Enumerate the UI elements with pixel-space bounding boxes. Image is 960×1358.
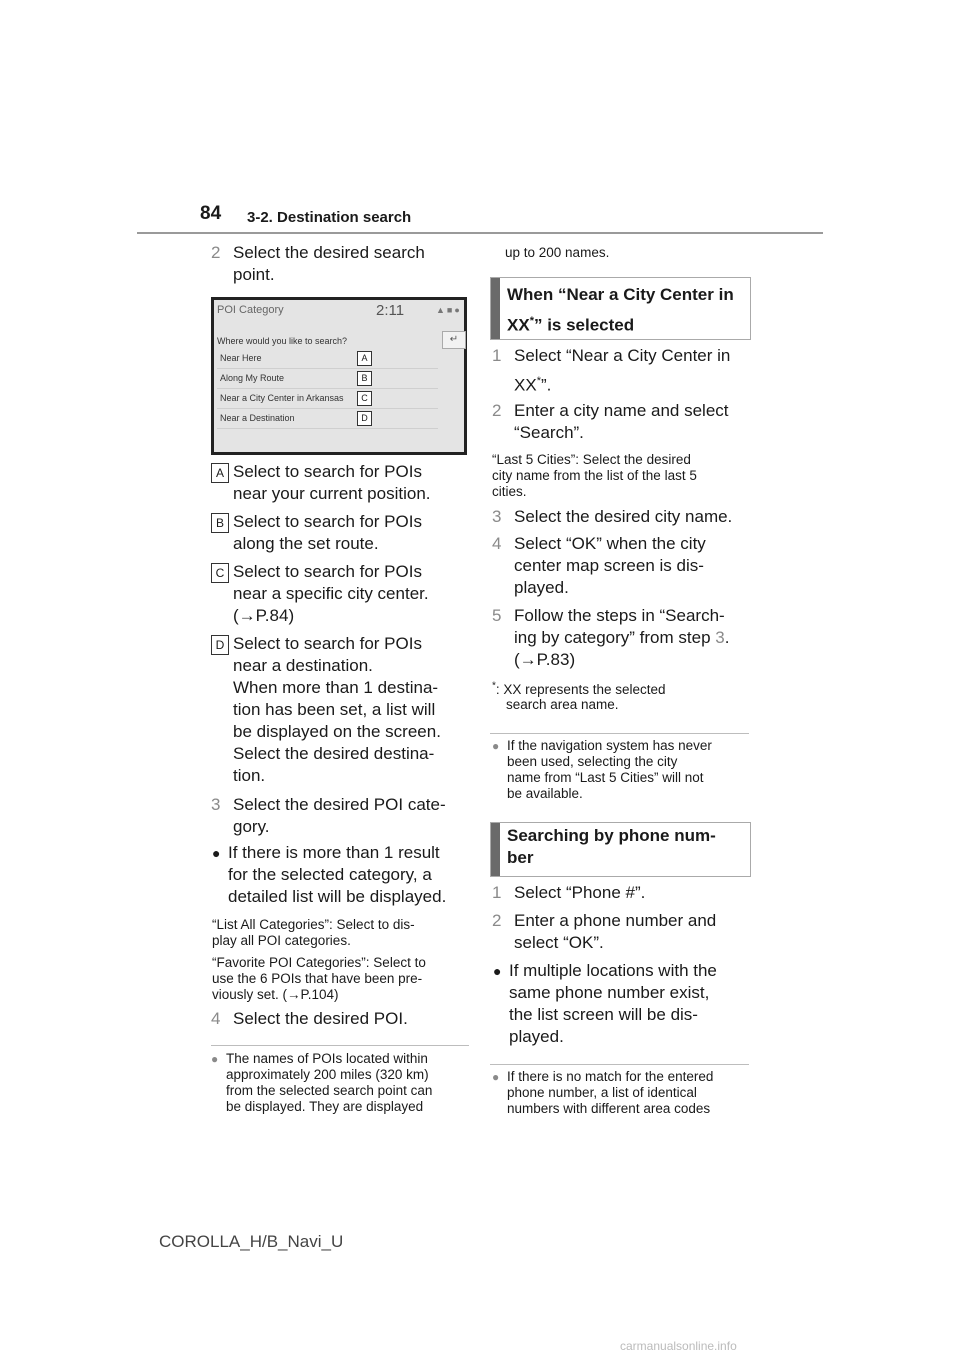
- row-text: Near Here: [220, 353, 262, 363]
- bullet-line-3: the list screen will be dis-: [509, 1005, 698, 1024]
- favorite-categories-note: [212, 955, 472, 1003]
- step-line-2: gory.: [233, 817, 270, 836]
- note-line-3: name from “Last 5 Cities” will not: [507, 770, 704, 785]
- screen-row-city-center[interactable]: [217, 389, 438, 409]
- note-dot: ●: [492, 739, 500, 753]
- step-number: 5: [492, 606, 502, 625]
- small-line-2: use the 6 POIs that have been pre-: [212, 971, 423, 986]
- label-d-line-6: Select the desired destina-: [233, 744, 435, 763]
- step-line-2: select “OK”.: [514, 933, 604, 952]
- section-title: 3-2. Destination search: [247, 209, 412, 226]
- label-c-line-1: Select to search for POIs: [233, 562, 422, 581]
- screen-title: POI Category: [217, 304, 284, 316]
- row-text: Near a Destination: [220, 413, 295, 423]
- bullet-dot: ●: [493, 963, 502, 979]
- footnote-line-2: search area name.: [506, 697, 619, 712]
- poi-category-screen: [211, 297, 467, 455]
- step-line-1: Select the desired search: [233, 243, 425, 262]
- bullet-dot: ●: [212, 845, 221, 861]
- note-line-2: approximately 200 miles (320 km): [226, 1067, 429, 1082]
- step-number: 2: [211, 243, 221, 262]
- bullet-line-4: played.: [509, 1027, 564, 1046]
- step-line-1: Select the desired POI.: [233, 1009, 408, 1028]
- small-line-1: “Last 5 Cities”: Select the desired: [492, 452, 691, 467]
- step-line-2: center map screen is dis-: [514, 556, 704, 575]
- screen-display: [214, 300, 464, 452]
- screen-row-near-here[interactable]: [217, 349, 438, 369]
- heading-line-2: XX*” is selected: [507, 315, 635, 335]
- label-d-line-2: near a destination.: [233, 656, 373, 675]
- step-line-2: XX*”.: [514, 375, 552, 395]
- step-number: 1: [492, 346, 502, 365]
- heading-bar: [491, 823, 500, 876]
- phone-step-2: [492, 910, 752, 954]
- label-b-badge: B: [211, 513, 229, 533]
- label-c-line-2: near a specific city center.: [233, 584, 429, 603]
- step-line-1: Select “Near a City Center in: [514, 346, 731, 365]
- step-number: 2: [492, 911, 502, 930]
- left-step-3: [211, 794, 471, 838]
- row-label: B: [357, 371, 372, 386]
- small-line-3: cities.: [492, 484, 527, 499]
- step-number: 2: [492, 401, 502, 420]
- right-step-5: [492, 605, 752, 671]
- note-line-1: The names of POIs located within: [226, 1051, 428, 1066]
- footer-doc-id: COROLLA_H/B_Navi_U: [159, 1232, 344, 1251]
- label-d-line-1: Select to search for POIs: [233, 634, 422, 653]
- step-number: 3: [211, 795, 221, 814]
- step-line-1: Enter a phone number and: [514, 911, 717, 930]
- label-c-badge: C: [211, 563, 229, 583]
- row-label: A: [357, 351, 372, 366]
- step-line-1: Select “OK” when the city: [514, 534, 706, 553]
- note-line-4: be displayed. They are displayed: [226, 1099, 424, 1114]
- label-d-line-7: tion.: [233, 766, 266, 785]
- row-label: C: [357, 391, 372, 406]
- label-a-badge: A: [211, 463, 229, 483]
- bullet-line-2: for the selected category, a: [228, 865, 432, 884]
- note-line: up to 200 names.: [505, 245, 610, 260]
- left-step-2: [211, 242, 471, 286]
- step-number: 1: [492, 883, 502, 902]
- note-dot: ●: [492, 1070, 500, 1084]
- step-line-1: Enter a city name and select: [514, 401, 729, 420]
- note-line-2: phone number, a list of identical: [507, 1085, 697, 1100]
- note-dot: ●: [211, 1052, 219, 1066]
- small-line-2: city name from the list of the last 5: [492, 468, 697, 483]
- step-line-1: Select “Phone #”.: [514, 883, 646, 902]
- step-line-1: Select the desired city name.: [514, 507, 733, 526]
- note-line-1: If the navigation system has never: [507, 738, 712, 753]
- note-separator: [211, 1045, 469, 1046]
- step-line-3: played.: [514, 578, 569, 597]
- screen-row-destination[interactable]: [217, 409, 438, 429]
- label-d-line-5: be displayed on the screen.: [233, 722, 441, 741]
- small-line-2: play all POI categories.: [212, 933, 351, 948]
- heading-near-city-center: [490, 277, 751, 340]
- note-separator: [490, 733, 749, 734]
- right-info-note-2: [492, 1069, 752, 1117]
- label-d-badge: D: [211, 635, 229, 655]
- last-5-cities-note: [492, 452, 752, 500]
- left-bullet: [212, 842, 472, 908]
- note-separator: [490, 1064, 749, 1065]
- bullet-line-2: same phone number exist,: [509, 983, 710, 1002]
- step-line-1: Follow the steps in “Search-: [514, 606, 725, 625]
- screen-question: Where would you like to search?: [217, 336, 348, 346]
- heading-line-1: When “Near a City Center in: [507, 285, 734, 304]
- right-step-3: [492, 506, 752, 528]
- label-b-line-2: along the set route.: [233, 534, 379, 553]
- small-line-3: viously set. (→P.104): [212, 987, 339, 1002]
- label-a-line-1: Select to search for POIs: [233, 462, 422, 481]
- phone-step-1: [492, 882, 752, 904]
- screen-time: 2:11: [376, 302, 405, 319]
- header-rule: [137, 232, 823, 234]
- note-line-1: If there is no match for the entered: [507, 1069, 714, 1084]
- row-text: Near a City Center in Arkansas: [220, 393, 344, 403]
- step-number: 3: [492, 507, 502, 526]
- step-line-2: point.: [233, 265, 275, 284]
- bullet-line-1: If there is more than 1 result: [228, 843, 440, 862]
- label-b-line-1: Select to search for POIs: [233, 512, 422, 531]
- back-button[interactable]: ↵: [442, 331, 466, 349]
- left-step-4: [211, 1008, 471, 1030]
- note-line-4: be available.: [507, 786, 583, 801]
- footnote-line-1: *: XX represents the selected: [492, 680, 666, 697]
- label-d-line-4: tion has been set, a list will: [233, 700, 436, 719]
- right-step-4: [492, 533, 752, 599]
- note-line-3: from the selected search point can: [226, 1083, 433, 1098]
- status-icons: ▲■●: [436, 305, 462, 315]
- left-info-note: [211, 1051, 471, 1115]
- label-d-line-3: When more than 1 destina-: [233, 678, 439, 697]
- step-line-1: Select the desired POI cate-: [233, 795, 446, 814]
- heading-line-1: Searching by phone num-: [507, 826, 716, 845]
- right-bullet: [493, 960, 753, 1048]
- small-line-1: “Favorite POI Categories”: Select to: [212, 955, 426, 970]
- step-line-2: ing by category” from step 3.: [514, 628, 730, 647]
- watermark: carmanualsonline.info: [620, 1339, 737, 1353]
- heading-bar: [491, 278, 500, 339]
- right-step-2: [492, 400, 752, 444]
- row-label: D: [357, 411, 372, 426]
- step-number: 4: [492, 534, 502, 553]
- heading-phone-number: [490, 822, 751, 877]
- right-step-1: [492, 345, 752, 395]
- page-number: 84: [200, 203, 222, 224]
- row-text: Along My Route: [220, 373, 285, 383]
- footnote: [492, 678, 752, 714]
- note-line-2: been used, selecting the city: [507, 754, 678, 769]
- small-line-1: “List All Categories”: Select to dis-: [212, 917, 415, 932]
- list-all-categories-note: [212, 917, 472, 949]
- screen-row-along-route[interactable]: [217, 369, 438, 389]
- bullet-line-3: detailed list will be displayed.: [228, 887, 447, 906]
- step-number: 4: [211, 1009, 221, 1028]
- right-note-continued: [490, 245, 750, 261]
- step-line-2: “Search”.: [514, 423, 584, 442]
- right-info-note-1: [492, 738, 752, 802]
- bullet-line-1: If multiple locations with the: [509, 961, 717, 980]
- step-line-3: (→P.83): [514, 650, 576, 669]
- heading-line-2: ber: [507, 848, 534, 867]
- note-line-3: numbers with different area codes: [507, 1101, 711, 1116]
- label-c-line-3: (→P.84): [233, 606, 295, 625]
- label-a-line-2: near your current position.: [233, 484, 431, 503]
